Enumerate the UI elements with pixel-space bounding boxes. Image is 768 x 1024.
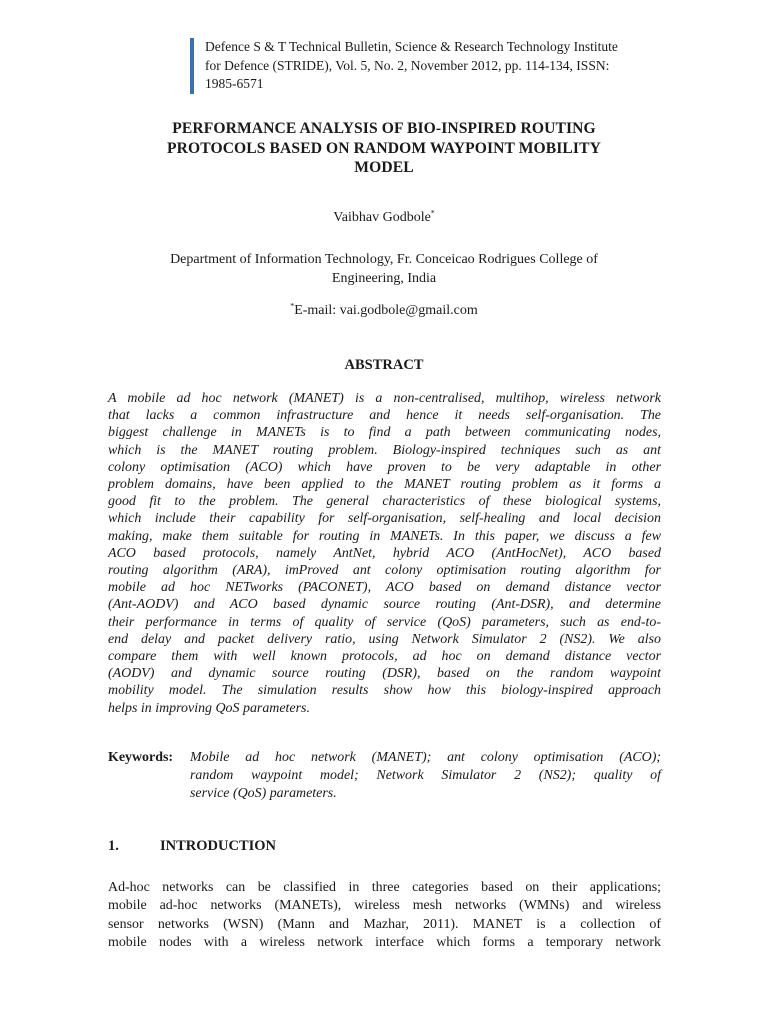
- email-text: E-mail: vai.godbole@gmail.com: [294, 303, 478, 318]
- section-heading-introduction: [108, 838, 276, 855]
- abstract-line: ACO based protocols, namely AntNet, hybrid ACO (AntHocNet), ACO based: [108, 545, 661, 561]
- abstract-line: mobile ad hoc NETworks (PACONET), ACO based on demand distance vector: [108, 580, 661, 596]
- keywords: [108, 749, 661, 803]
- abstract-heading: ABSTRACT: [344, 357, 424, 373]
- author-marker: *: [430, 208, 435, 218]
- abstract-line: A mobile ad hoc network (MANET) is a non-centralised, multihop, wireless network: [108, 391, 661, 406]
- abstract-line: which include their capability for self-organisation, self-healing and local decision: [108, 511, 661, 527]
- keywords-label: Keywords:: [108, 750, 174, 765]
- author-name: Vaibhav Godbole: [333, 210, 431, 225]
- abstract-line: colony optimisation (ACO) which have proven to be very adaptable in other: [108, 459, 661, 475]
- title-line: PERFORMANCE ANALYSIS OF BIO-INSPIRED ROUTING: [172, 120, 596, 137]
- email-marker: *: [290, 301, 295, 311]
- introduction-line: mobile nodes with a wireless network interface which forms a temporary network: [108, 934, 661, 950]
- citation-line: for Defence (STRIDE), Vol. 5, No. 2, November 2012, pp. 114-134, ISSN:: [205, 57, 610, 73]
- citation-line: Defence S & T Technical Bulletin, Science & Research Technology Institute: [205, 39, 618, 54]
- abstract-line: biggest challenge in MANETs is to find a path between communicating nodes,: [108, 425, 661, 441]
- citation-line: 1985-6571: [205, 76, 264, 91]
- paper-title: [100, 119, 668, 178]
- abstract-line: routing algorithm (ARA), imProved ant colony optimisation routing algorithm for: [108, 563, 661, 579]
- abstract-line: mobility model. The simulation results show how this biology-inspired approach: [108, 683, 661, 699]
- keywords-line: Mobile ad hoc network (MANET); ant colony optimisation (ACO);: [190, 750, 661, 765]
- abstract-body: [108, 390, 661, 717]
- section-number: 1.: [108, 838, 119, 854]
- title-line: PROTOCOLS BASED ON RANDOM WAYPOINT MOBILITY: [167, 139, 601, 157]
- affiliation-line: Department of Information Technology, Fr. Conceicao Rodrigues College of: [170, 252, 598, 267]
- title-line: MODEL: [354, 159, 414, 176]
- introduction-body: [108, 879, 661, 952]
- author: [0, 210, 768, 226]
- introduction-line: Ad-hoc networks can be classified in three categories based on their applications;: [108, 880, 661, 895]
- keywords-line: random waypoint model; Network Simulator 2 (NS2); quality of: [190, 768, 661, 783]
- introduction-line: sensor networks (WSN) (Mann and Mazhar, 2011). MANET is a collection of: [108, 916, 661, 932]
- abstract-line: their performance in terms of quality of service (QoS) parameters, such as end-to-: [108, 614, 661, 630]
- abstract-line: which is the MANET routing problem. Biology-inspired techniques such as ant: [108, 442, 661, 458]
- affiliation: [108, 250, 660, 288]
- abstract-line: (AODV) and dynamic source routing (DSR), based on the random waypoint: [108, 666, 661, 682]
- abstract-line: making, make them suitable for routing in MANETs. In this paper, we discuss a few: [108, 528, 661, 544]
- abstract-line: end delay and packet delivery ratio, using Network Simulator 2 (NS2). We also: [108, 631, 661, 647]
- introduction-line: mobile ad-hoc networks (MANETs), wireless mesh networks (WMNs) and wireless: [108, 898, 661, 914]
- keywords-list: [190, 749, 661, 803]
- abstract-line: (Ant-AODV) and ACO based dynamic source routing (Ant-DSR), and determine: [108, 597, 661, 613]
- abstract-line: helps in improving QoS parameters.: [108, 700, 310, 716]
- abstract-line: that lacks a common infrastructure and hence it needs self-organisation. The: [108, 408, 661, 424]
- abstract-line: good fit to the problem. The general characteristics of these biological systems,: [108, 494, 661, 510]
- abstract-line: problem domains, have been applied to the MANET routing problem as it forms a: [108, 477, 661, 493]
- journal-citation: [190, 38, 705, 94]
- keywords-line: service (QoS) parameters.: [190, 786, 337, 801]
- affiliation-line: Engineering, India: [331, 271, 437, 286]
- section-title: INTRODUCTION: [160, 838, 277, 854]
- author-email: [0, 303, 768, 319]
- abstract-line: compare them with well known protocols, ad hoc on demand distance vector: [108, 649, 661, 665]
